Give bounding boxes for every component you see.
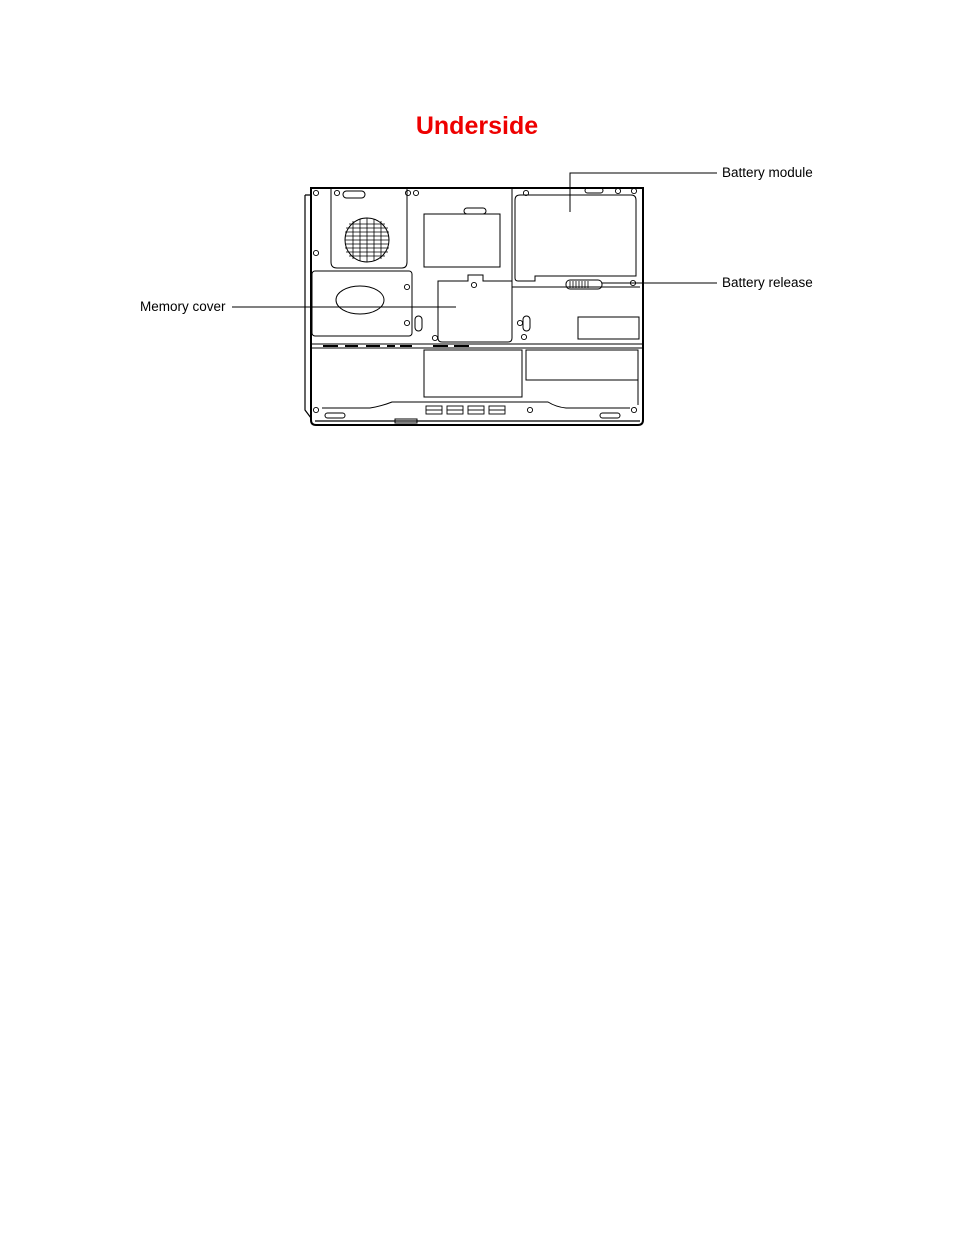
memory-cover-panel: [415, 275, 530, 342]
battery-release-latch: [566, 280, 602, 289]
battery-module-panel: [512, 188, 640, 287]
memory-cover-label: Memory cover: [140, 299, 226, 314]
left-panel: [312, 271, 412, 336]
bottom-middle-panel: [424, 350, 522, 397]
page-title: Underside: [415, 112, 539, 140]
bottom-right-panel: [526, 350, 638, 405]
battery-release-label: Battery release: [722, 275, 813, 290]
fan-compartment: [331, 188, 407, 268]
foot-right: [600, 413, 620, 418]
foot-left: [325, 413, 345, 418]
divider-rail: [311, 344, 643, 348]
screw-icons: [313, 188, 636, 412]
upper-middle-panel: [424, 208, 500, 267]
lower-edge-contour: [322, 402, 630, 408]
battery-module-label: Battery module: [722, 165, 813, 180]
label-plate: [578, 317, 639, 339]
bottom-vents: [426, 406, 505, 414]
